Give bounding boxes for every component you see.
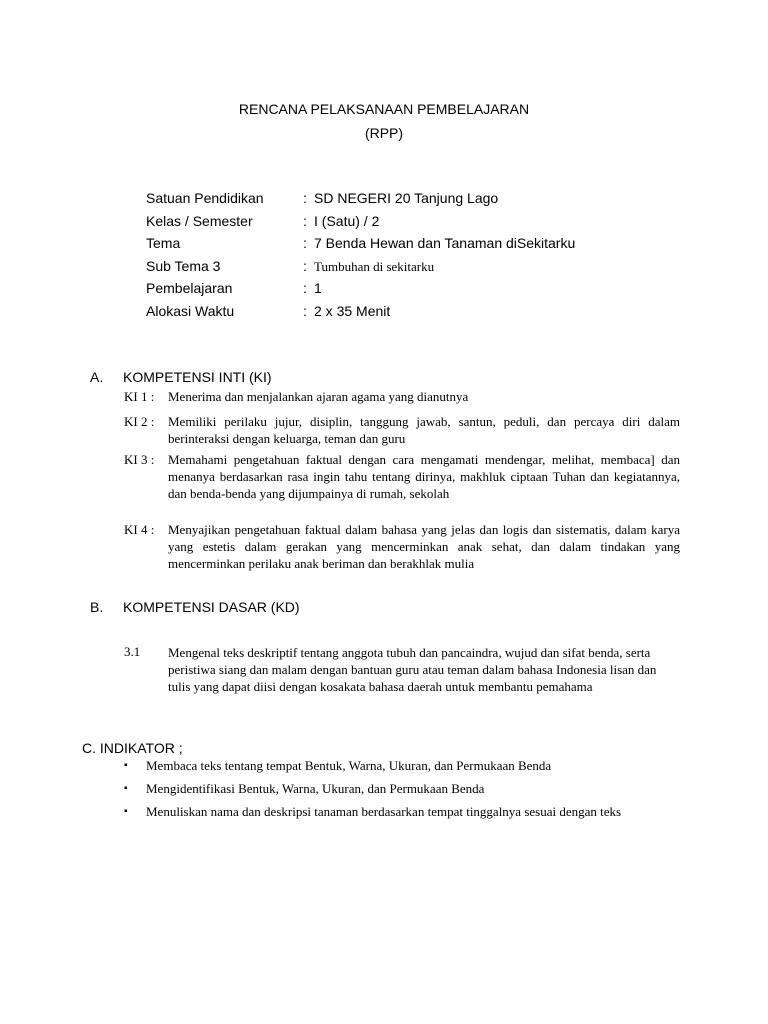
- info-label: Alokasi Waktu: [146, 302, 235, 319]
- indicator-item: [124, 757, 684, 774]
- kd-text: Mengenal teks deskriptif tentang anggota tubuh dan pancaindra, wujud dan sifat benda, serta peristiwa siang dan malam dengan bantuan guru atau teman dalam bahasa Indonesia lisan dan tulis yang dapat diisi dengan kosakata bahasa daerah untuk membantu pemahama: [168, 645, 657, 694]
- ki-label: KI 1 :: [124, 389, 155, 404]
- info-label: Pembelajaran: [146, 280, 233, 296]
- ki-item: [124, 413, 680, 447]
- info-label: Sub Tema 3: [146, 257, 221, 274]
- ki-item: [124, 521, 680, 572]
- document-subtitle: (RPP): [364, 125, 404, 141]
- bullet-icon: ▪: [124, 806, 128, 817]
- info-value: I (Satu) / 2: [314, 212, 380, 229]
- bullet-icon: ▪: [124, 760, 128, 771]
- info-label: Tema: [146, 235, 181, 251]
- info-colon: :: [303, 280, 307, 296]
- ki-text: Menerima dan menjalankan ajaran agama yang dianutnya: [168, 389, 469, 404]
- ki-label: KI 3 :: [124, 452, 155, 467]
- info-colon: :: [303, 212, 307, 229]
- section-b-title: KOMPETENSI DASAR (KD): [123, 599, 300, 615]
- indicator-item: [124, 803, 684, 820]
- bullet-icon: ▪: [124, 783, 128, 794]
- info-value: 7 Benda Hewan dan Tanaman diSekitarku: [314, 235, 576, 251]
- info-colon: :: [303, 257, 307, 274]
- ki-item: [124, 388, 680, 405]
- indicator-text: Membaca teks tentang tempat Bentuk, Warna, Ukuran, dan Permukaan Benda: [146, 758, 552, 773]
- ki-item: [124, 451, 680, 502]
- info-colon: :: [303, 235, 307, 251]
- info-value: 1: [314, 280, 322, 296]
- info-value: Tumbuhan di sekitarku: [314, 258, 435, 274]
- indicator-item: [124, 780, 684, 797]
- section-b-letter: B.: [90, 599, 104, 615]
- info-label: Satuan Pendidikan: [146, 190, 264, 206]
- ki-label: KI 2 :: [124, 414, 155, 429]
- indicator-text: Menuliskan nama dan deskripsi tanaman berdasarkan tempat tinggalnya sesuai dengan teks: [146, 804, 622, 819]
- info-label: Kelas / Semester: [146, 212, 253, 229]
- section-a-letter: A.: [90, 369, 104, 385]
- ki-text: Menyajikan pengetahuan faktual dalam bahasa yang jelas dan logis dan sistematis, dalam karya yang estetis dalam gerakan yang mencerminkan anak sehat, dan dalam tindakan yang mencerminkan perilaku anak beriman dan berakhlak mulia: [168, 522, 680, 571]
- indicator-list: [124, 757, 684, 826]
- info-value: 2 x 35 Menit: [314, 302, 391, 319]
- ki-text: Memiliki perilaku jujur, disiplin, tanggung jawab, santun, peduli, dan percaya diri dalam berinteraksi dengan keluarga, teman dan guru: [168, 414, 680, 446]
- document-title: RENCANA PELAKSANAAN PEMBELAJARAN: [238, 101, 530, 117]
- section-a-title: KOMPETENSI INTI (KI): [123, 369, 272, 385]
- indicator-text: Mengidentifikasi Bentuk, Warna, Ukuran, dan Permukaan Benda: [146, 781, 485, 796]
- info-colon: :: [303, 302, 307, 319]
- info-value: SD NEGERI 20 Tanjung Lago: [314, 190, 499, 206]
- section-c-title: C. INDIKATOR ;: [82, 740, 183, 756]
- kd-number: 3.1: [124, 644, 141, 659]
- ki-label: KI 4 :: [124, 522, 155, 537]
- ki-text: Memahami pengetahuan faktual dengan cara mengamati mendengar, melihat, membaca] dan menanya berdasarkan rasa ingin tahu tentang dirinya, makhluk ciptaan Tuhan dan kegiatannya, dan benda-benda yang dijumpainya di rumah, sekolah: [168, 452, 680, 501]
- info-colon: :: [303, 190, 307, 206]
